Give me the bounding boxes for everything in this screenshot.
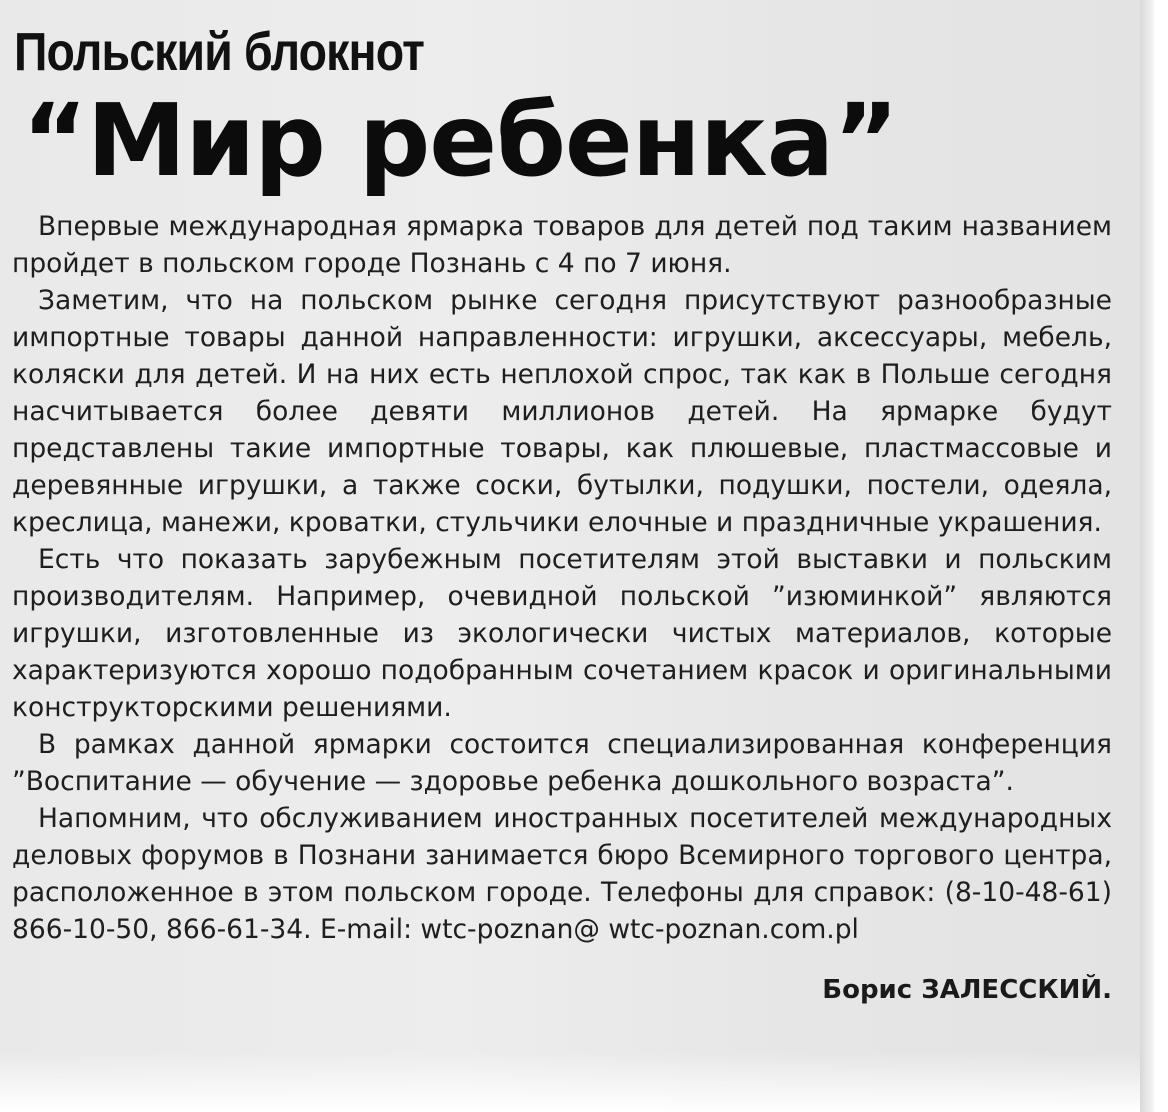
article-paragraph: Есть что показать зарубежным посетителям этой выставки и польским производителям. Например, очевидной польской ”изюминкой” являются игрушки, изготовленные из экологически чистых материалов, которые характеризуются хорошо подобранным сочетанием красок и оригинальными конструкторскими решениями. <box>12 544 1112 723</box>
article-paragraph: Напомним, что обслуживанием иностранных посетителей международных деловых форумов в Познани занимается бюро Всемирного торгового центра, расположенное в этом польском городе. Телефоны для справок: (8-10-48-61) 866-10-50, 866-61-34. E-mail: wtc-poznan@ wtc-poznan.com.pl <box>12 803 1112 945</box>
rubric-title: Польский блокнот <box>14 22 424 82</box>
article-paragraph: Заметим, что на польском рынке сегодня присутствуют разнообразные импортные товары данной направленности: игрушки, аксессуары, мебель, коляски для детей. И на них есть неплохой спрос, так как в Польше сегодня насчитывается более девяти миллионов детей. На ярмарке будут представлены такие импортные товары, как плюшевые, пластмассовые и деревянные игрушки, а также соски, бутылки, подушки, постели, одеяла, креслица, манежи, кроватки, стульчики елочные и праздничные украшения. <box>12 285 1112 538</box>
article-paragraph: Впервые международная ярмарка товаров для детей под таким названием пройдет в польском городе Познань с 4 по 7 июня. <box>12 211 1112 279</box>
article-paragraph: В рамках данной ярмарки состоится специализированная конференция ”Воспитание — обучение — здоровье ребенка дошкольного возраста”. <box>12 729 1112 797</box>
author-signature: Борис ЗАЛЕССКИЙ. <box>822 975 1112 1005</box>
paper-edge <box>1140 0 1154 1112</box>
article-headline: “Мир ребенка” <box>22 82 898 199</box>
article-body <box>12 208 1112 948</box>
